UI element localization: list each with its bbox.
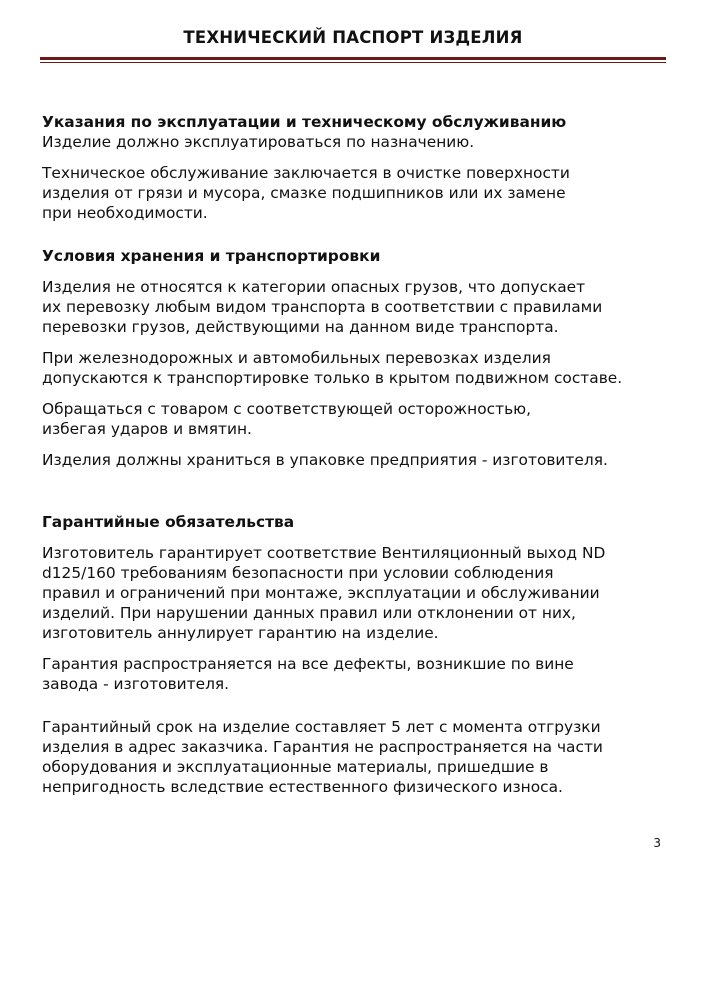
paragraph: Гарантия распространяется на все дефекты, возникшие по вине завода - изготовителя. xyxy=(42,655,574,693)
document-body xyxy=(42,112,672,797)
paragraph: Гарантийный срок на изделие составляет 5 лет с момента отгрузки изделия в адрес заказчика. Гарантия не распространяется на части оборудования и эксплуатационные материалы, пришедшие в непригодность вследствие естественного физического износа. xyxy=(42,718,603,796)
paragraph: Изделия должны храниться в упаковке предприятия - изготовителя. xyxy=(42,451,608,469)
paragraph: Изделия не относятся к категории опасных грузов, что допускает их перевозку любым видом транспорта в соответствии с правилами перевозки грузов, действующими на данном виде транспорта. xyxy=(42,278,603,336)
page-number: 3 xyxy=(653,836,661,850)
section-heading-warranty: Гарантийные обязательства xyxy=(42,513,295,531)
paragraph: Техническое обслуживание заключается в очистке поверхности изделия от грязи и мусора, смазке подшипников или их замене при необходимости. xyxy=(42,164,570,222)
header-rule-thin xyxy=(40,62,666,63)
header-rule xyxy=(40,57,666,60)
paragraph: Изготовитель гарантирует соответствие Вентиляционный выход ND d125/160 требованиям безопасности при условии соблюдения правил и ограничений при монтаже, эксплуатации и обслуживании изделий. При нарушении данных правил или отклонении от них, изготовитель аннулирует гарантию на изделие. xyxy=(42,544,606,642)
section-heading-maintenance: Указания по эксплуатации и техническому обслуживанию xyxy=(42,113,567,131)
paragraph: При железнодорожных и автомобильных перевозках изделия допускаются к транспортировке только в крытом подвижном составе. xyxy=(42,349,623,387)
paragraph: Обращаться с товаром с соответствующей осторожностью, избегая ударов и вмятин. xyxy=(42,400,531,438)
paragraph: Изделие должно эксплуатироваться по назначению. xyxy=(42,133,475,151)
page-title: ТЕХНИЧЕСКИЙ ПАСПОРТ ИЗДЕЛИЯ xyxy=(183,28,523,47)
section-heading-storage: Условия хранения и транспортировки xyxy=(42,247,381,265)
